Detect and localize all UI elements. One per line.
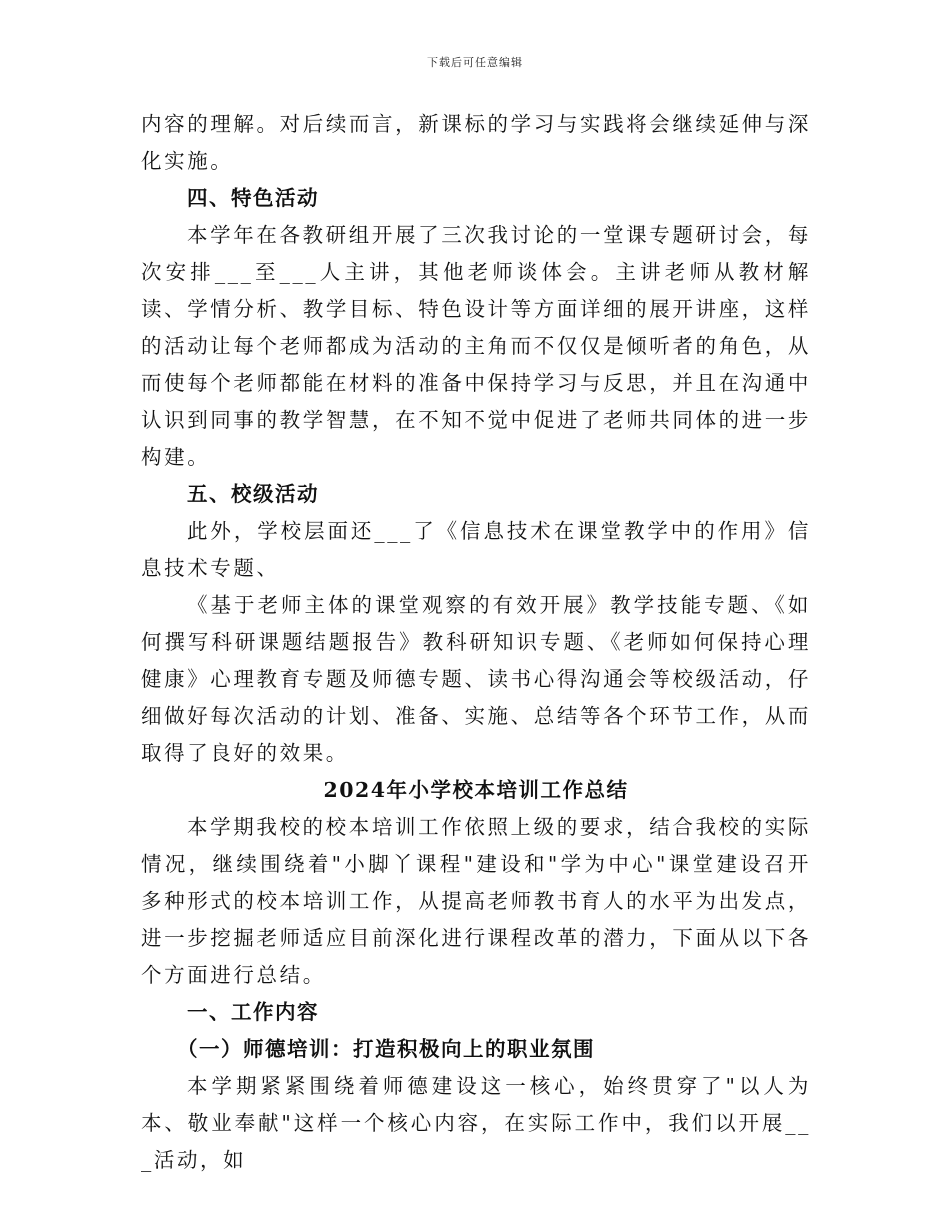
paragraph: 本学期紧紧围绕着师德建设这一核心，始终贯穿了"以人为本、敬业奉献"这样一个核心内容，在实际工作中，我们以开展___活动，如 <box>141 1074 811 1172</box>
section-heading: 五、校级活动 <box>187 482 319 506</box>
paragraph: 本学年在各教研组开展了三次我讨论的一堂课专题研讨会，每次安排___至___人主讲，其他老师谈体会。主讲老师从教材解读、学情分析、教学目标、特色设计等方面详细的展开讲座，这样的活动让每个老师都成为活动的主角而不仅仅是倾听者的角色，从而使每个老师都能在材料的准备中保持学习与反思，并且在沟通中认识到同事的教学智慧，在不知不觉中促进了老师共同体的进一步构建。 <box>141 223 811 469</box>
paragraph: 内容的理解。对后续而言，新课标的学习与实践将会继续延伸与深化实施。 <box>141 112 811 173</box>
document-body <box>141 106 811 1179</box>
subsection-heading: （一）师德培训：打造积极向上的职业氛围 <box>177 1037 595 1061</box>
paragraph: 此外，学校层面还___了《信息技术在课堂教学中的作用》信息技术专题、 <box>141 519 811 580</box>
paragraph: 《基于老师主体的课堂观察的有效开展》教学技能专题、《如何撰写科研课题结题报告》教科研知识专题、《老师如何保持心理健康》心理教育专题及师德专题、读书心得沟通会等校级活动，仔细做好每次活动的计划、准备、实施、总结等各个环节工作，从而取得了良好的效果。 <box>141 593 811 765</box>
section-heading: 四、特色活动 <box>187 186 319 210</box>
paragraph: 本学期我校的校本培训工作依照上级的要求，结合我校的实际情况，继续围绕着"小脚丫课程"建设和"学为中心"课堂建设召开多种形式的校本培训工作，从提高老师教书育人的水平为出发点，进一步挖掘老师适应目前深化进行课程改革的潜力，下面从以下各个方面进行总结。 <box>141 815 811 987</box>
document-title: 2024年小学校本培训工作总结 <box>323 778 629 802</box>
section-heading: 一、工作内容 <box>187 1000 319 1024</box>
header-note: 下载后可任意编辑 <box>427 56 523 69</box>
